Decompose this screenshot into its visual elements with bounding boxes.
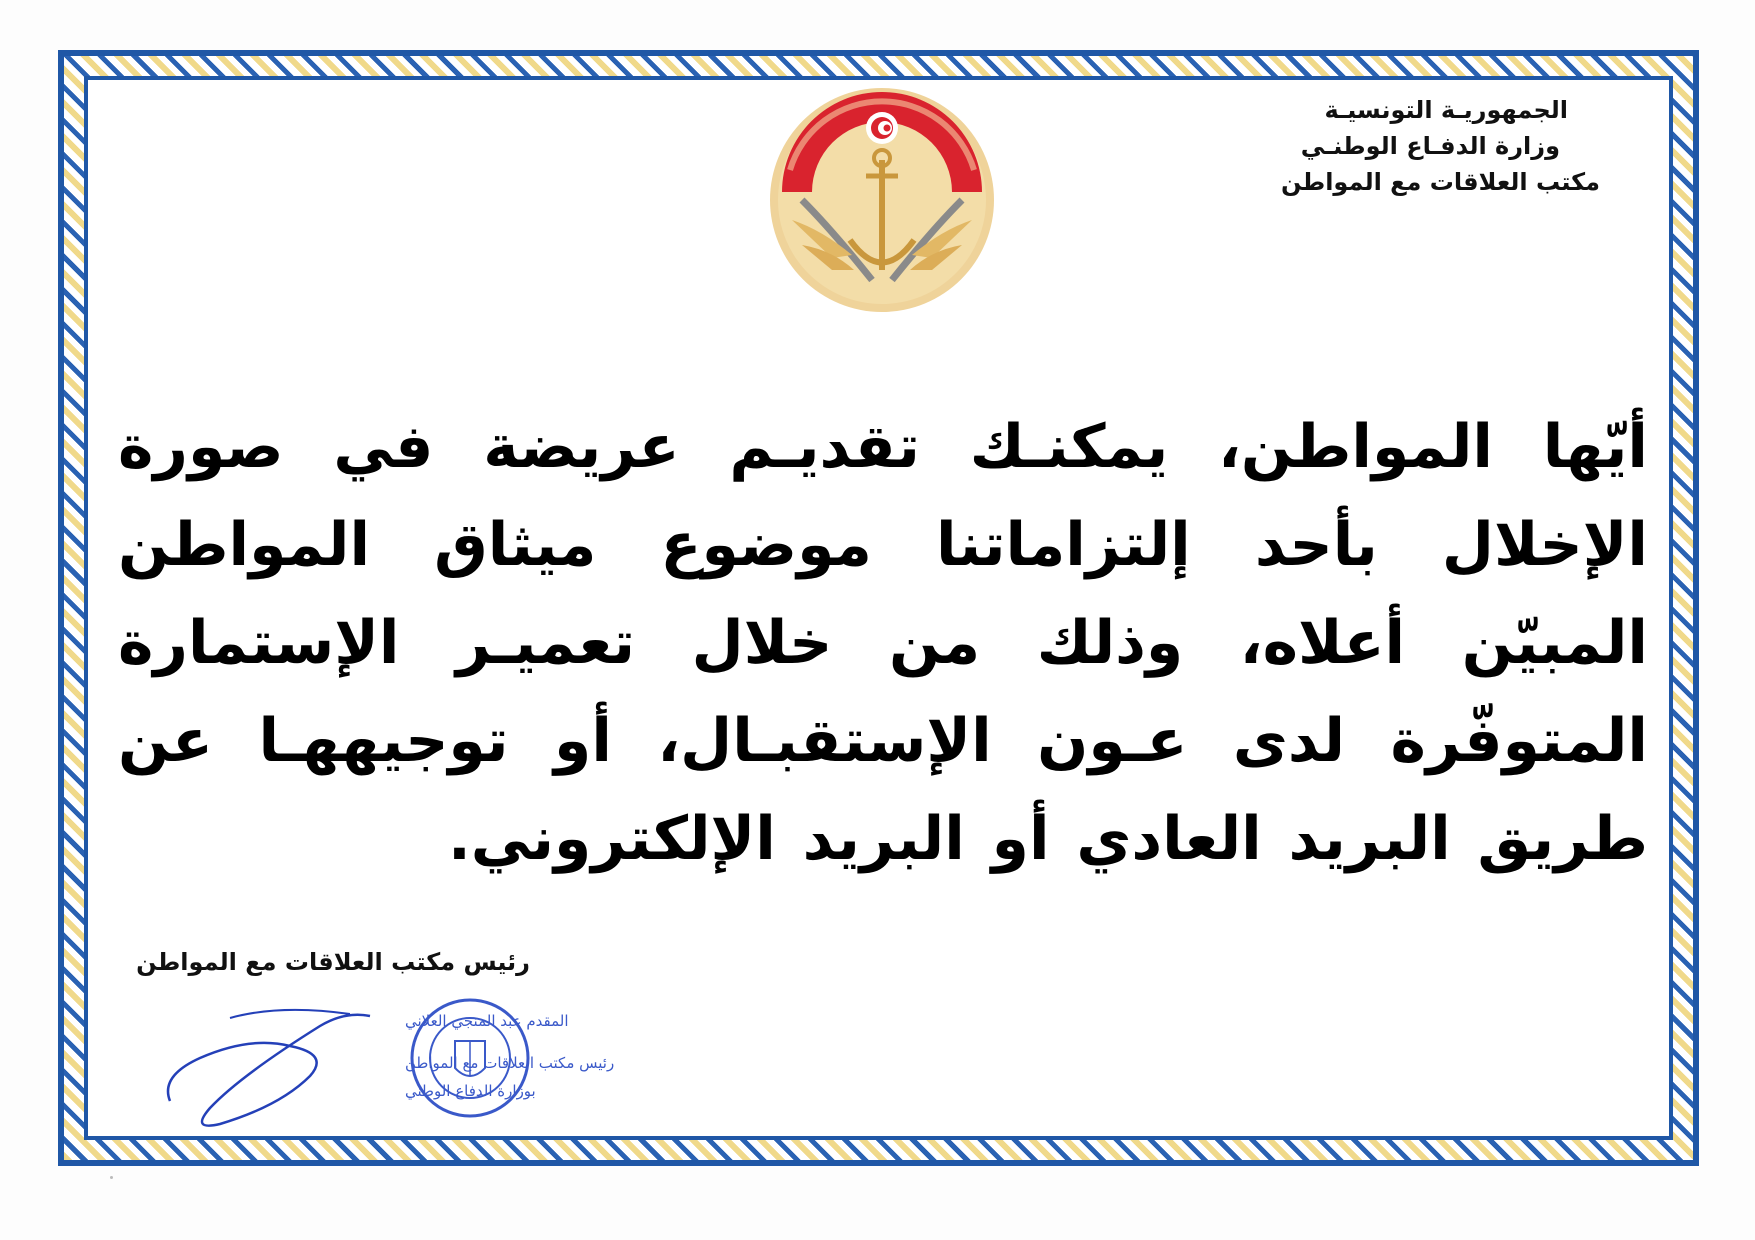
- tunisian-defense-ministry-emblem-icon: [762, 80, 1002, 320]
- notice-paragraph: أيّها المواطن، يمكنـك تقديـم عريضة في صورة الإخلال بأحد إلتزاماتنا موضوع ميثاق المواطن المبيّن أعلاه، وذلك من خلال تعميـر الإستمارة المتوفّرة لدى عـون الإستقبـال، أو توجيههـا عن طريق البريد العادي أو البريد الإلكتروني.: [118, 412, 1648, 874]
- letterhead-ministry: وزارة الدفـاع الوطنـي: [1300, 132, 1560, 160]
- official-stamp-signature-icon: [140, 996, 615, 1136]
- stamp-line-title: رئيس مكتب العلاقات مع المواطن: [405, 1054, 615, 1072]
- stamp-line-name: المقدم عبد المنجي العلاني: [405, 1012, 569, 1030]
- letterhead-republic: الجمهوريـة التونسيـة: [1324, 96, 1568, 124]
- letterhead: [1180, 92, 1600, 200]
- signer-title: رئيس مكتب العلاقات مع المواطن: [136, 948, 530, 976]
- scan-speck: [110, 1176, 113, 1179]
- handwritten-signature: [168, 1015, 370, 1126]
- letterhead-office: مكتب العلاقات مع المواطن: [1281, 168, 1600, 196]
- stamp-line-ministry: بوزارة الدفاع الوطني: [405, 1082, 536, 1100]
